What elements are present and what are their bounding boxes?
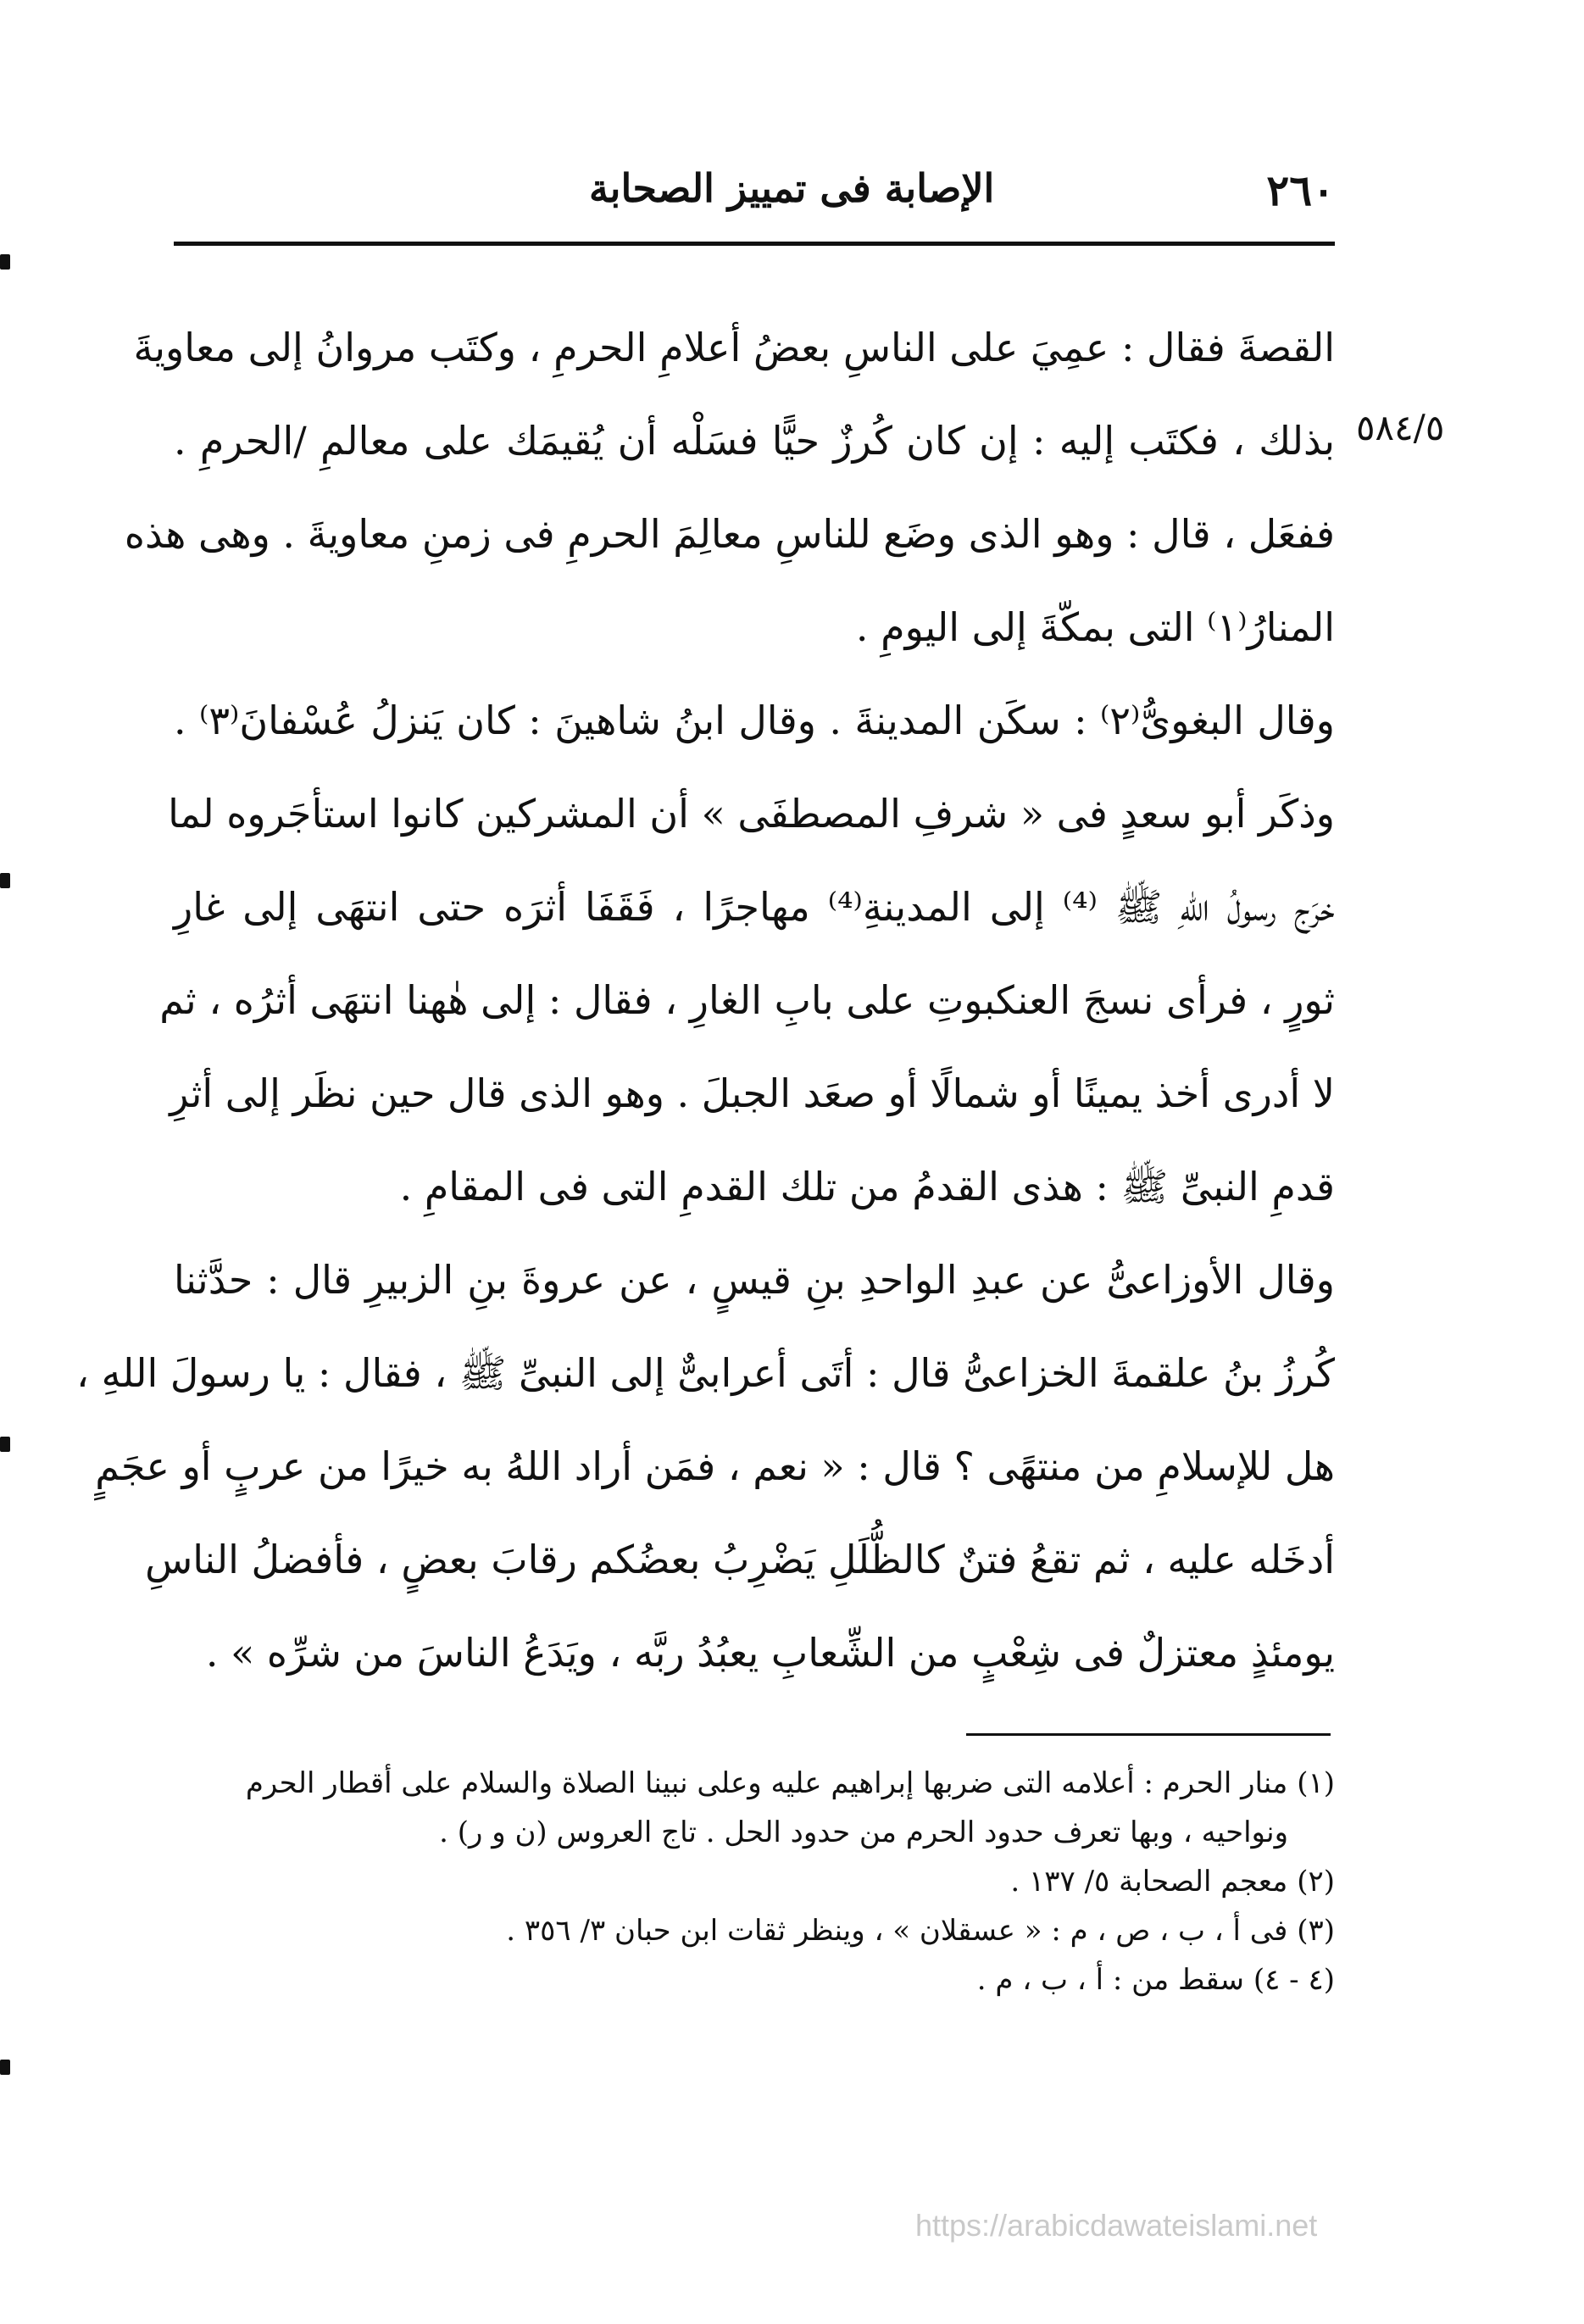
footnote-divider — [966, 1733, 1331, 1736]
footnote: (٣) فى أ ، ب ، ص ، م : « عسقلان » ، وينظر ثقات ابن حبان ٣/ ٣٥٦ . — [506, 1914, 1335, 1948]
footnotes — [174, 1759, 1335, 2004]
text-line: ففعَل ، قال : وهو الذى وضَع للناسِ معالِمَ الحرمِ فى زمنِ معاويةَ . وهى هذه — [124, 511, 1335, 557]
footnote: (٤ - ٤) سقط من : أ ، ب ، م . — [976, 1963, 1335, 1997]
text-line: ثورٍ ، فرأى نسجَ العنكبوتِ على بابِ الغارِ ، فقال : إلى هٰهنا انتهَى أثرُه ، ثم — [159, 977, 1335, 1023]
text-line: كُرزُ بنُ علقمةَ الخزاعىُّ قال : أتَى أعرابىٌّ إلى النبىِّ ﷺ ، فقال : يا رسولَ اللهِ ، — [76, 1350, 1335, 1396]
text-line: وقال الأوزاعىُّ عن عبدِ الواحدِ بنِ قيسٍ ، عن عروةَ بنِ الزبيرِ قال : حدَّثنا — [174, 1257, 1335, 1303]
text-line: خرَج رسولُ اللهِ ﷺ ⁽⁴⁾ إلى المدينةِ⁽⁴⁾ مهاجرًا ، فَقَفَا أثرَه حتى انتهَى إلى غارِ — [174, 884, 1335, 930]
text-line: لا أدرى أخذ يمينًا أو شمالًا أو صعَد الجبلَ . وهو الذى قال حين نظَر إلى أثرِ — [170, 1070, 1335, 1116]
text-line: وذكَر أبو سعدٍ فى « شرفِ المصطفَى » أن المشركين كانوا استأجَروه لما — [168, 791, 1335, 837]
text-line: بذلك ، فكتَب إليه : إن كان كُرزٌ حيًّا فسَلْه أن يُقيمَك على معالمِ /الحرمِ . — [174, 418, 1335, 464]
main-text — [76, 301, 1335, 1699]
footnote: (١) منار الحرم : أعلامه التى ضربها إبراهيم عليه وعلى نبينا الصلاة والسلام على أقطار الحرم — [245, 1766, 1335, 1800]
running-title: الإصابة فى تمييز الصحابة — [589, 165, 995, 211]
footnote-continuation: ونواحيه ، وبها تعرف حدود الحرم من حدود الحل . تاج العروس (ن و ر) . — [439, 1815, 1288, 1849]
scan-edge-mark — [0, 1437, 10, 1452]
scan-edge-mark — [0, 254, 10, 270]
page-header — [174, 165, 1335, 225]
margin-volume-page-reference: ٥٨٤/٥ — [1356, 407, 1445, 448]
footnote: (٢) معجم الصحابة ٥/ ١٣٧ . — [1010, 1865, 1335, 1899]
scan-edge-mark — [0, 873, 10, 888]
page-number: ٢٦٠ — [1266, 165, 1335, 215]
text-line: وقال البغوىُّ⁽٢⁾ : سكَن المدينةَ . وقال ابنُ شاهينَ : كان يَنزلُ عُسْفانَ⁽٣⁾ . — [174, 698, 1335, 743]
text-line: هل للإسلامِ من منتهًى ؟ قال : « نعم ، فمَن أراد اللهُ به خيرًا من عربٍ أو عجَمٍ — [95, 1443, 1335, 1489]
text-line: القصةَ فقال : عمِيَ على الناسِ بعضُ أعلامِ الحرمِ ، وكتَب مروانُ إلى معاويةَ — [133, 325, 1335, 370]
watermark-url: https://arabicdawateislami.net — [915, 2208, 1318, 2243]
text-line: أدخَله عليه ، ثم تقعُ فتنٌ كالظُّلَلِ يَضْرِبُ بعضُكم رقابَ بعضٍ ، فأفضلُ الناسِ — [145, 1537, 1335, 1582]
scan-edge-mark — [0, 2060, 10, 2075]
text-line: يومئذٍ معتزلٌ فى شِعْبٍ من الشِّعابِ يعبُدُ ربَّه ، ويَدَعُ الناسَ من شرِّه » . — [205, 1630, 1335, 1676]
header-divider — [174, 242, 1335, 246]
text-line: قدمِ النبىِّ ﷺ : هذى القدمُ من تلك القدمِ التى فى المقامِ . — [399, 1164, 1335, 1209]
text-line: المنارُ⁽١⁾ التى بمكّةَ إلى اليومِ . — [855, 604, 1335, 650]
